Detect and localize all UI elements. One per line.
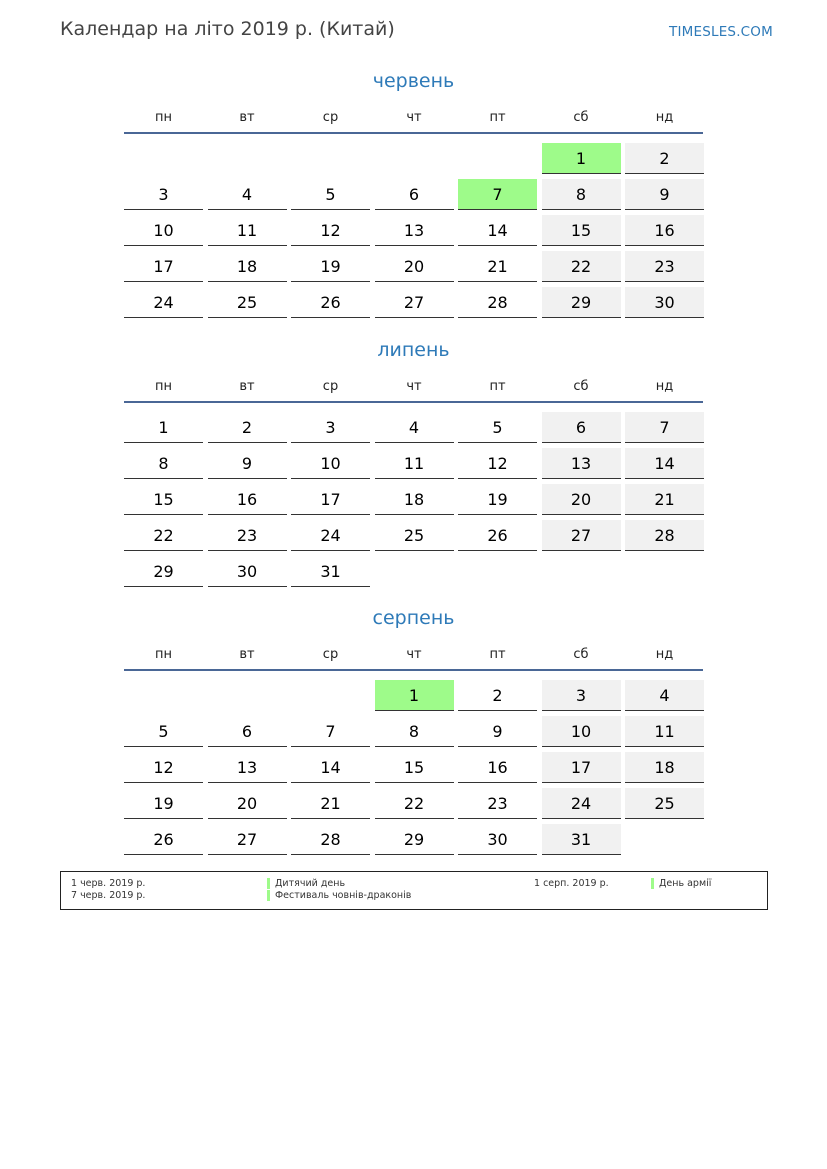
weekday-label: вт — [239, 379, 255, 394]
weekday-label: пн — [155, 379, 172, 394]
day-cell[interactable]: 10 — [542, 716, 621, 747]
day-cell[interactable]: 17 — [542, 752, 621, 783]
day-cell[interactable]: 15 — [124, 484, 203, 515]
day-cell[interactable]: 12 — [291, 215, 370, 246]
weekday-label: вт — [239, 110, 255, 125]
day-cell[interactable]: 1 — [124, 412, 203, 443]
day-cell[interactable]: 22 — [124, 520, 203, 551]
day-cell[interactable]: 4 — [375, 412, 454, 443]
day-cell[interactable]: 13 — [375, 215, 454, 246]
day-cell[interactable]: 4 — [625, 680, 704, 711]
holiday-day-cell[interactable]: 7 — [458, 179, 537, 210]
day-cell[interactable]: 27 — [208, 824, 287, 855]
day-cell[interactable]: 14 — [458, 215, 537, 246]
day-cell[interactable]: 13 — [542, 448, 621, 479]
weekday-label: нд — [655, 110, 674, 125]
day-cell[interactable]: 15 — [542, 215, 621, 246]
day-cell[interactable]: 27 — [542, 520, 621, 551]
weekday-label: пн — [155, 647, 172, 662]
holiday-legend — [60, 871, 768, 910]
weekday-label: сб — [573, 110, 589, 125]
day-cell[interactable]: 11 — [625, 716, 704, 747]
day-cell[interactable]: 15 — [375, 752, 454, 783]
header-divider — [124, 132, 703, 134]
day-cell[interactable]: 2 — [458, 680, 537, 711]
day-cell[interactable]: 17 — [291, 484, 370, 515]
day-cell[interactable]: 9 — [625, 179, 704, 210]
day-cell[interactable]: 3 — [542, 680, 621, 711]
weekday-label: сб — [573, 647, 589, 662]
day-cell[interactable]: 2 — [625, 143, 704, 174]
weekday-label: вт — [239, 647, 255, 662]
day-cell[interactable]: 16 — [458, 752, 537, 783]
day-cell[interactable]: 29 — [375, 824, 454, 855]
weekday-label: нд — [655, 647, 674, 662]
day-cell[interactable]: 8 — [375, 716, 454, 747]
day-cell[interactable]: 11 — [208, 215, 287, 246]
day-cell[interactable]: 6 — [208, 716, 287, 747]
day-cell[interactable]: 24 — [542, 788, 621, 819]
day-cell[interactable]: 22 — [375, 788, 454, 819]
weekday-label: нд — [655, 379, 674, 394]
day-cell[interactable]: 31 — [291, 556, 370, 587]
day-cell[interactable]: 8 — [124, 448, 203, 479]
day-cell[interactable]: 16 — [625, 215, 704, 246]
day-cell[interactable]: 22 — [542, 251, 621, 282]
weekday-label: пт — [489, 647, 506, 662]
day-cell[interactable]: 7 — [291, 716, 370, 747]
weekday-label: чт — [406, 110, 422, 125]
day-cell[interactable]: 16 — [208, 484, 287, 515]
day-cell[interactable]: 19 — [458, 484, 537, 515]
day-cell[interactable]: 19 — [124, 788, 203, 819]
day-cell[interactable]: 26 — [124, 824, 203, 855]
day-cell[interactable]: 9 — [458, 716, 537, 747]
day-cell[interactable]: 20 — [542, 484, 621, 515]
day-cell[interactable]: 3 — [291, 412, 370, 443]
day-cell[interactable]: 11 — [375, 448, 454, 479]
day-cell[interactable]: 6 — [375, 179, 454, 210]
day-cell[interactable]: 5 — [124, 716, 203, 747]
day-cell[interactable]: 7 — [625, 412, 704, 443]
month-title: серпень — [372, 607, 455, 629]
day-cell[interactable]: 12 — [124, 752, 203, 783]
day-cell[interactable]: 26 — [291, 287, 370, 318]
day-cell[interactable]: 30 — [458, 824, 537, 855]
day-cell[interactable]: 8 — [542, 179, 621, 210]
day-cell[interactable]: 26 — [458, 520, 537, 551]
day-cell[interactable]: 6 — [542, 412, 621, 443]
month-title: липень — [377, 339, 450, 361]
day-cell[interactable]: 5 — [291, 179, 370, 210]
day-cell[interactable]: 18 — [625, 752, 704, 783]
day-cell[interactable]: 23 — [208, 520, 287, 551]
day-cell[interactable]: 25 — [625, 788, 704, 819]
day-cell[interactable]: 21 — [291, 788, 370, 819]
day-cell[interactable]: 2 — [208, 412, 287, 443]
day-cell[interactable]: 3 — [124, 179, 203, 210]
day-cell[interactable]: 12 — [458, 448, 537, 479]
day-cell[interactable]: 5 — [458, 412, 537, 443]
day-cell[interactable]: 28 — [625, 520, 704, 551]
weekday-label: ср — [322, 110, 339, 125]
legend-holiday-name: Фестиваль човнів-драконів — [267, 890, 411, 901]
legend-holiday-name: Дитячий день — [267, 878, 345, 889]
day-cell[interactable]: 29 — [124, 556, 203, 587]
weekday-label: пн — [155, 110, 172, 125]
legend-holiday-name: День армії — [651, 878, 711, 889]
day-cell[interactable]: 31 — [542, 824, 621, 855]
day-cell[interactable]: 18 — [208, 251, 287, 282]
legend-date: 1 серп. 2019 р. — [534, 878, 609, 889]
day-cell[interactable]: 23 — [458, 788, 537, 819]
legend-date: 7 черв. 2019 р. — [71, 890, 146, 901]
day-cell[interactable]: 24 — [291, 520, 370, 551]
day-cell[interactable]: 27 — [375, 287, 454, 318]
day-cell[interactable]: 14 — [291, 752, 370, 783]
day-cell[interactable]: 20 — [375, 251, 454, 282]
weekday-label: сб — [573, 379, 589, 394]
day-cell[interactable]: 21 — [458, 251, 537, 282]
day-cell[interactable]: 25 — [208, 287, 287, 318]
day-cell[interactable]: 28 — [458, 287, 537, 318]
weekday-label: ср — [322, 647, 339, 662]
weekday-label: ср — [322, 379, 339, 394]
brand-link[interactable]: TIMESLES.COM — [669, 24, 773, 40]
day-cell[interactable]: 19 — [291, 251, 370, 282]
day-cell[interactable]: 10 — [291, 448, 370, 479]
day-cell[interactable]: 24 — [124, 287, 203, 318]
header-divider — [124, 669, 703, 671]
day-cell[interactable]: 30 — [625, 287, 704, 318]
day-cell[interactable]: 21 — [625, 484, 704, 515]
weekday-label: пт — [489, 110, 506, 125]
weekday-label: чт — [406, 379, 422, 394]
day-cell[interactable]: 17 — [124, 251, 203, 282]
day-cell[interactable]: 30 — [208, 556, 287, 587]
day-cell[interactable]: 28 — [291, 824, 370, 855]
holiday-day-cell[interactable]: 1 — [375, 680, 454, 711]
day-cell[interactable]: 14 — [625, 448, 704, 479]
day-cell[interactable]: 29 — [542, 287, 621, 318]
day-cell[interactable]: 23 — [625, 251, 704, 282]
holiday-day-cell[interactable]: 1 — [542, 143, 621, 174]
day-cell[interactable]: 18 — [375, 484, 454, 515]
day-cell[interactable]: 10 — [124, 215, 203, 246]
day-cell[interactable]: 13 — [208, 752, 287, 783]
weekday-label: пт — [489, 379, 506, 394]
header-divider — [124, 401, 703, 403]
day-cell[interactable]: 20 — [208, 788, 287, 819]
legend-date: 1 черв. 2019 р. — [71, 878, 146, 889]
month-title: червень — [372, 70, 455, 92]
page-title: Календар на літо 2019 р. (Китай) — [60, 18, 395, 40]
day-cell[interactable]: 4 — [208, 179, 287, 210]
day-cell[interactable]: 9 — [208, 448, 287, 479]
day-cell[interactable]: 25 — [375, 520, 454, 551]
weekday-label: чт — [406, 647, 422, 662]
